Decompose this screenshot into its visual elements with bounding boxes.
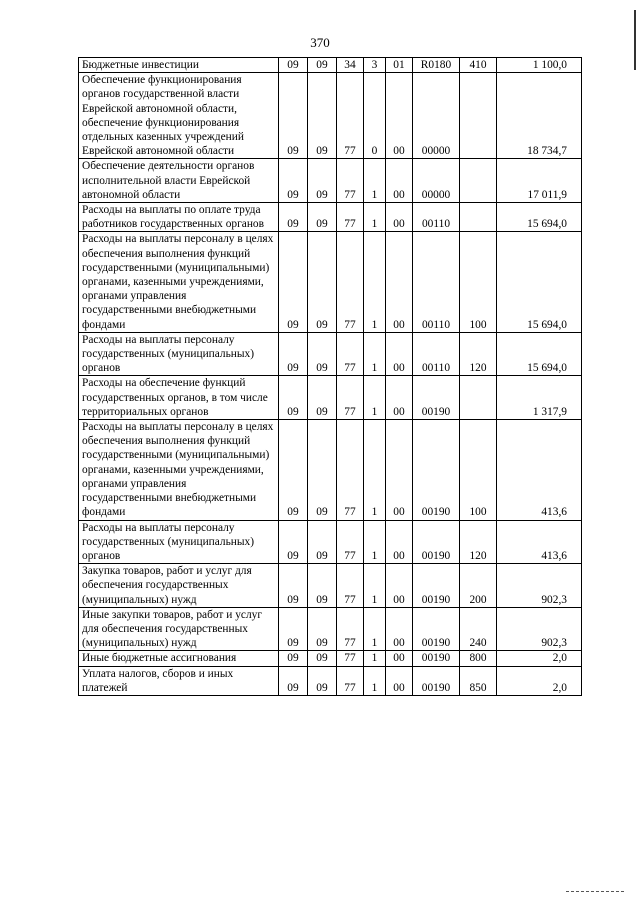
amount-cell: 902,3 [497, 564, 582, 608]
expense-type-code-cell: 200 [460, 564, 497, 608]
subsection-code-cell: 09 [308, 376, 337, 420]
activity-code-cell: 00 [386, 332, 413, 376]
row-name-cell: Иные бюджетные ассигнования [79, 651, 279, 666]
table-row [79, 564, 582, 608]
amount-cell: 413,6 [497, 420, 582, 520]
table-body [79, 58, 582, 696]
direction-code-cell: 00190 [413, 666, 460, 695]
section-code-cell: 09 [279, 520, 308, 564]
subsection-code-cell: 09 [308, 58, 337, 73]
subsection-code-cell: 09 [308, 159, 337, 203]
section-code-cell: 09 [279, 332, 308, 376]
subprogram-code-cell: 1 [364, 564, 386, 608]
expense-type-code-cell: 240 [460, 607, 497, 651]
direction-code-cell: 00110 [413, 203, 460, 232]
amount-cell: 1 100,0 [497, 58, 582, 73]
direction-code-cell: 00190 [413, 520, 460, 564]
subprogram-code-cell: 1 [364, 651, 386, 666]
expense-type-code-cell: 100 [460, 420, 497, 520]
table-row [79, 520, 582, 564]
expense-type-code-cell: 850 [460, 666, 497, 695]
direction-code-cell: 00190 [413, 564, 460, 608]
table-row [79, 607, 582, 651]
row-name-cell: Расходы на выплаты по оплате труда работников государственных органов [79, 203, 279, 232]
program-code-cell: 77 [337, 420, 364, 520]
direction-code-cell: 00110 [413, 332, 460, 376]
amount-cell: 413,6 [497, 520, 582, 564]
direction-code-cell: 00190 [413, 376, 460, 420]
table-row [79, 666, 582, 695]
direction-code-cell: 00000 [413, 159, 460, 203]
subsection-code-cell: 09 [308, 564, 337, 608]
direction-code-cell: 00190 [413, 607, 460, 651]
activity-code-cell: 00 [386, 159, 413, 203]
subprogram-code-cell: 1 [364, 420, 386, 520]
expense-type-code-cell [460, 73, 497, 159]
section-code-cell: 09 [279, 73, 308, 159]
table-row [79, 232, 582, 332]
expense-type-code-cell: 800 [460, 651, 497, 666]
subsection-code-cell: 09 [308, 607, 337, 651]
amount-cell: 17 011,9 [497, 159, 582, 203]
activity-code-cell: 01 [386, 58, 413, 73]
table-row [79, 73, 582, 159]
expense-type-code-cell [460, 159, 497, 203]
page-number: 370 [310, 35, 330, 50]
amount-cell: 902,3 [497, 607, 582, 651]
direction-code-cell: 00190 [413, 651, 460, 666]
table-row [79, 159, 582, 203]
direction-code-cell: 00190 [413, 420, 460, 520]
table-row [79, 420, 582, 520]
activity-code-cell: 00 [386, 420, 413, 520]
amount-cell: 1 317,9 [497, 376, 582, 420]
table-row [79, 651, 582, 666]
subprogram-code-cell: 0 [364, 73, 386, 159]
subsection-code-cell: 09 [308, 520, 337, 564]
amount-cell: 15 694,0 [497, 232, 582, 332]
row-name-cell: Расходы на выплаты персоналу государственных (муниципальных) органов [79, 520, 279, 564]
program-code-cell: 77 [337, 651, 364, 666]
program-code-cell: 77 [337, 332, 364, 376]
expense-type-code-cell: 120 [460, 520, 497, 564]
activity-code-cell: 00 [386, 520, 413, 564]
expense-type-code-cell [460, 376, 497, 420]
program-code-cell: 77 [337, 376, 364, 420]
subprogram-code-cell: 1 [364, 666, 386, 695]
amount-cell: 2,0 [497, 666, 582, 695]
row-name-cell: Обеспечение функционирования органов государственной власти Еврейской автономной области, обеспечение функционирования отдельных казенных учреждений Еврейской автономной области [79, 73, 279, 159]
row-name-cell: Закупка товаров, работ и услуг для обеспечения государственных (муниципальных) нужд [79, 564, 279, 608]
footer-mark [566, 891, 624, 894]
subprogram-code-cell: 1 [364, 607, 386, 651]
row-name-cell: Расходы на выплаты персоналу в целях обеспечения выполнения функций государственными (муниципальными) органами, казенными учреждениями, органами управления государственными внебюджетными фондами [79, 232, 279, 332]
expense-type-code-cell [460, 203, 497, 232]
expense-type-code-cell: 120 [460, 332, 497, 376]
budget-table [78, 57, 582, 696]
amount-cell: 15 694,0 [497, 203, 582, 232]
section-code-cell: 09 [279, 159, 308, 203]
row-name-cell: Уплата налогов, сборов и иных платежей [79, 666, 279, 695]
section-code-cell: 09 [279, 651, 308, 666]
section-code-cell: 09 [279, 58, 308, 73]
program-code-cell: 77 [337, 159, 364, 203]
subprogram-code-cell: 1 [364, 376, 386, 420]
row-name-cell: Расходы на обеспечение функций государственных органов, в том числе территориальных органов [79, 376, 279, 420]
direction-code-cell: 00110 [413, 232, 460, 332]
activity-code-cell: 00 [386, 73, 413, 159]
program-code-cell: 77 [337, 607, 364, 651]
expense-type-code-cell: 100 [460, 232, 497, 332]
section-code-cell: 09 [279, 376, 308, 420]
section-code-cell: 09 [279, 564, 308, 608]
row-name-cell: Расходы на выплаты персоналу государственных (муниципальных) органов [79, 332, 279, 376]
expense-type-code-cell: 410 [460, 58, 497, 73]
program-code-cell: 77 [337, 666, 364, 695]
activity-code-cell: 00 [386, 564, 413, 608]
subsection-code-cell: 09 [308, 203, 337, 232]
section-code-cell: 09 [279, 607, 308, 651]
subprogram-code-cell: 1 [364, 332, 386, 376]
activity-code-cell: 00 [386, 376, 413, 420]
subprogram-code-cell: 1 [364, 203, 386, 232]
program-code-cell: 77 [337, 520, 364, 564]
table-row [79, 203, 582, 232]
activity-code-cell: 00 [386, 607, 413, 651]
amount-cell: 15 694,0 [497, 332, 582, 376]
amount-cell: 2,0 [497, 651, 582, 666]
subprogram-code-cell: 1 [364, 232, 386, 332]
subsection-code-cell: 09 [308, 651, 337, 666]
program-code-cell: 77 [337, 232, 364, 332]
table-row [79, 58, 582, 73]
section-code-cell: 09 [279, 420, 308, 520]
activity-code-cell: 00 [386, 651, 413, 666]
row-name-cell: Обеспечение деятельности органов исполнительной власти Еврейской автономной области [79, 159, 279, 203]
subprogram-code-cell: 1 [364, 520, 386, 564]
program-code-cell: 77 [337, 73, 364, 159]
section-code-cell: 09 [279, 232, 308, 332]
direction-code-cell: R0180 [413, 58, 460, 73]
section-code-cell: 09 [279, 203, 308, 232]
row-name-cell: Расходы на выплаты персоналу в целях обеспечения выполнения функций государственными (муниципальными) органами, казенными учреждениями, органами управления государственными внебюджетными фондами [79, 420, 279, 520]
subsection-code-cell: 09 [308, 420, 337, 520]
subprogram-code-cell: 3 [364, 58, 386, 73]
program-code-cell: 77 [337, 564, 364, 608]
amount-cell: 18 734,7 [497, 73, 582, 159]
row-name-cell: Бюджетные инвестиции [79, 58, 279, 73]
direction-code-cell: 00000 [413, 73, 460, 159]
activity-code-cell: 00 [386, 203, 413, 232]
subsection-code-cell: 09 [308, 73, 337, 159]
subsection-code-cell: 09 [308, 666, 337, 695]
row-name-cell: Иные закупки товаров, работ и услуг для обеспечения государственных (муниципальных) нужд [79, 607, 279, 651]
subprogram-code-cell: 1 [364, 159, 386, 203]
program-code-cell: 77 [337, 203, 364, 232]
subsection-code-cell: 09 [308, 232, 337, 332]
activity-code-cell: 00 [386, 232, 413, 332]
subsection-code-cell: 09 [308, 332, 337, 376]
section-code-cell: 09 [279, 666, 308, 695]
program-code-cell: 34 [337, 58, 364, 73]
table-row [79, 376, 582, 420]
table-row [79, 332, 582, 376]
activity-code-cell: 00 [386, 666, 413, 695]
